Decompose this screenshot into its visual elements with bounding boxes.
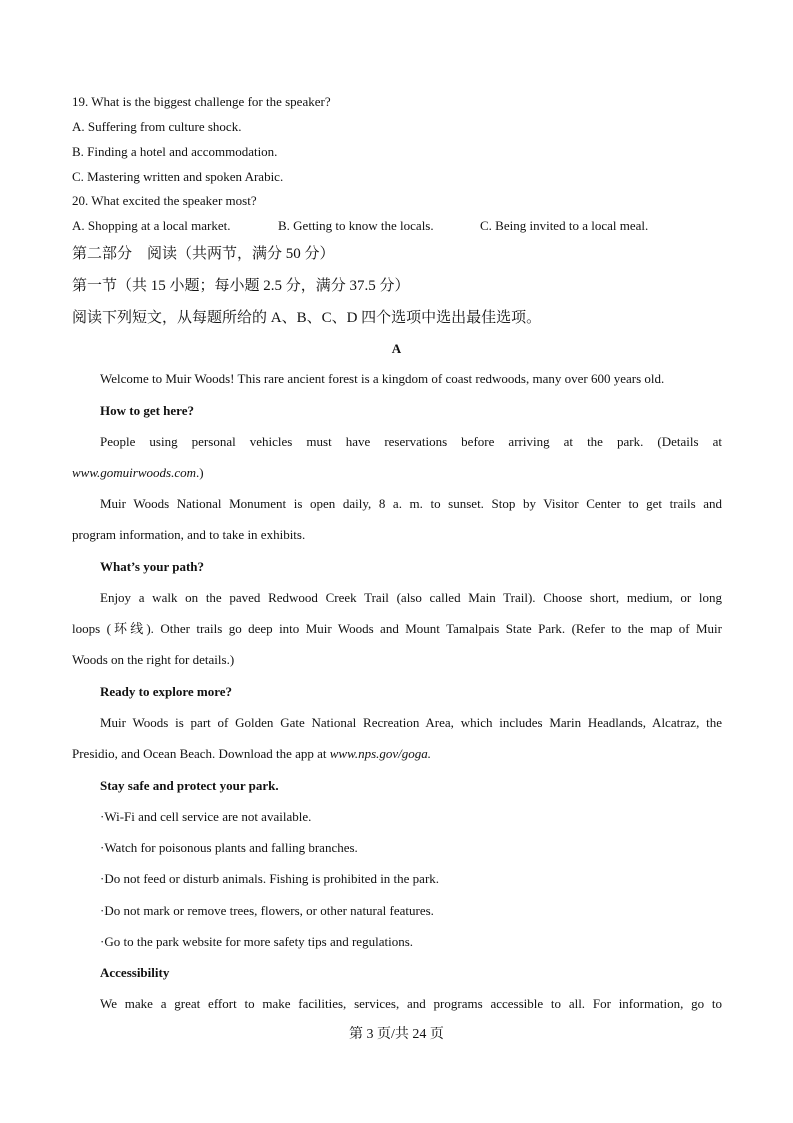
- question-19-stem: 19. What is the biggest challenge for the speaker?: [72, 94, 331, 109]
- question-19-option-a: A. Suffering from culture shock.: [72, 119, 242, 134]
- paragraph-explore-line-2: [72, 746, 431, 762]
- paragraph-hours-line-2: program information, and to take in exhibits.: [72, 527, 306, 542]
- section-sub-title: 第一节（共 15 小题；每小题 2.5 分，满分 37.5 分）: [72, 278, 410, 294]
- paragraph-vehicles-tail: .): [196, 465, 204, 480]
- bullet-website: ·Go to the park website for more safety tips and regulations.: [100, 934, 413, 949]
- paragraph-path-line-3: Woods on the right for details.): [72, 652, 235, 667]
- heading-explore-more: Ready to explore more?: [100, 684, 233, 699]
- heading-accessibility: Accessibility: [100, 965, 170, 980]
- question-20-option-a: A. Shopping at a local market.: [72, 218, 231, 233]
- heading-how-to-get-here: How to get here?: [100, 403, 194, 418]
- question-19-option-c: C. Mastering written and spoken Arabic.: [72, 169, 284, 184]
- passage-letter: A: [391, 341, 402, 356]
- paragraph-path-line-1: Enjoy a walk on the paved Redwood Creek Trail (also called Main Trail). Choose short, medium, or long: [100, 590, 722, 605]
- heading-whats-your-path: What’s your path?: [100, 559, 205, 574]
- bullet-animals: ·Do not feed or disturb animals. Fishing is prohibited in the park.: [100, 871, 440, 886]
- nps-goga-link[interactable]: www.nps.gov/goga.: [329, 746, 432, 761]
- section-instruction: 阅读下列短文，从每题所给的 A、B、C、D 四个选项中选出最佳选项。: [72, 310, 542, 326]
- paragraph-vehicles-line-2: [72, 465, 204, 481]
- bullet-wifi: ·Wi-Fi and cell service are not available.: [100, 809, 312, 824]
- paragraph-path-line-2: loops (环线). Other trails go deep into Muir Woods and Mount Tamalpais State Park. (Refer to the map of Muir: [72, 621, 722, 636]
- bullet-plants: ·Watch for poisonous plants and falling branches.: [100, 840, 358, 855]
- passage-intro: Welcome to Muir Woods! This rare ancient forest is a kingdom of coast redwoods, many over 600 years old.: [100, 371, 665, 386]
- section-part-title: 第二部分 阅读（共两节，满分 50 分）: [72, 246, 335, 262]
- question-19-option-b: B. Finding a hotel and accommodation.: [72, 144, 278, 159]
- bullet-trees: ·Do not mark or remove trees, flowers, or other natural features.: [100, 903, 434, 918]
- paragraph-hours-line-1: Muir Woods National Monument is open daily, 8 a. m. to sunset. Stop by Visitor Center to get trails and: [100, 496, 722, 511]
- paragraph-vehicles-line-1: People using personal vehicles must have reservations before arriving at the park. (Details at: [100, 434, 722, 449]
- question-20-stem: 20. What excited the speaker most?: [72, 193, 257, 208]
- paragraph-explore-text: Presidio, and Ocean Beach. Download the app at: [72, 746, 330, 761]
- question-20-options: [72, 218, 648, 234]
- page-footer: 第 3 页/共 24 页: [349, 1027, 444, 1042]
- question-20-option-b: B. Getting to know the locals.: [278, 218, 434, 233]
- heading-stay-safe: Stay safe and protect your park.: [100, 778, 279, 793]
- question-20-option-c: C. Being invited to a local meal.: [480, 218, 649, 233]
- paragraph-accessibility-line-1: We make a great effort to make facilities, services, and programs accessible to all. For information, go to: [100, 996, 722, 1011]
- paragraph-explore-line-1: Muir Woods is part of Golden Gate National Recreation Area, which includes Marin Headlands, Alcatraz, the: [100, 715, 722, 730]
- gomuirwoods-link[interactable]: www.gomuirwoods.com: [72, 465, 196, 480]
